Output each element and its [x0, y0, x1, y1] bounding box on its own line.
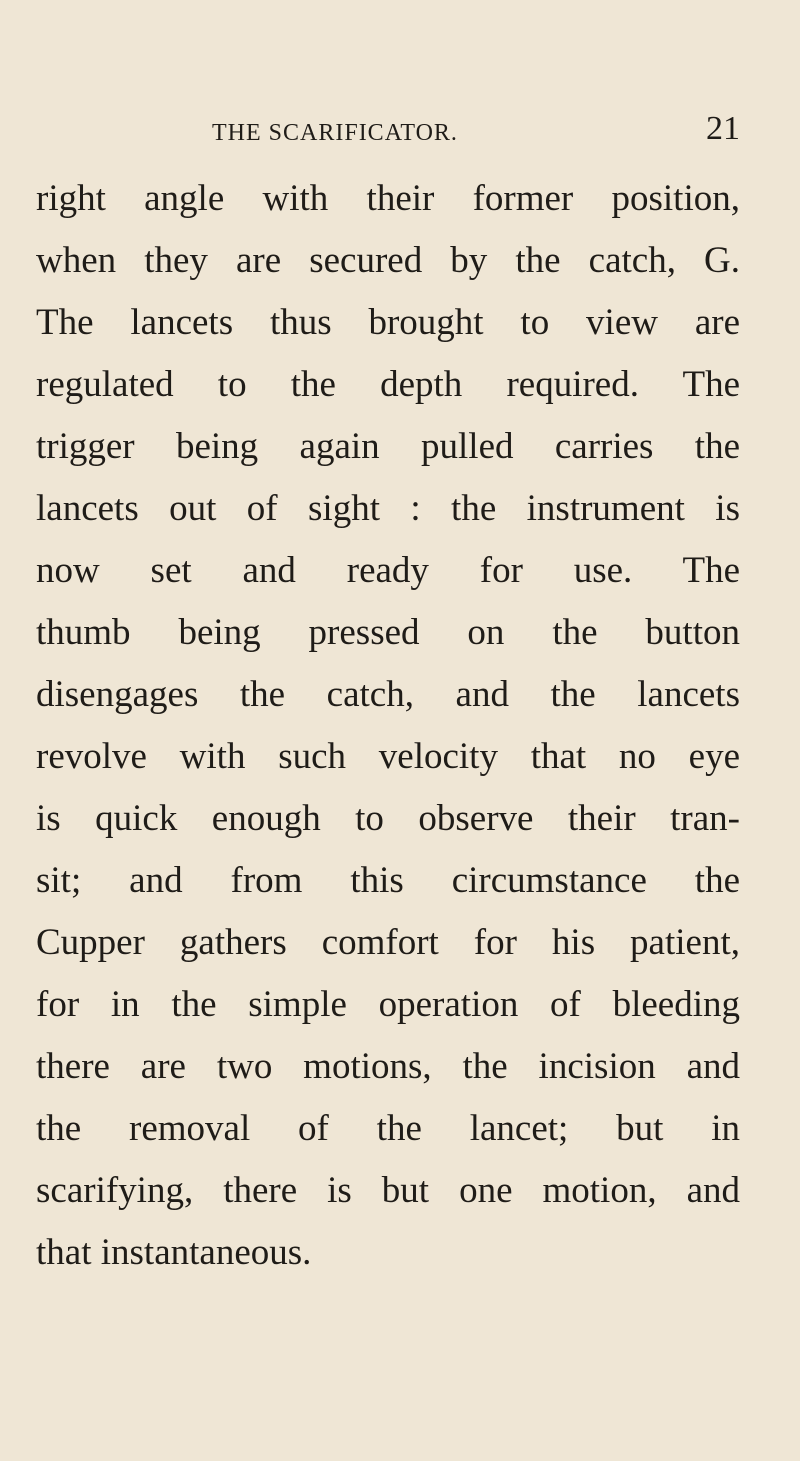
text-line: when they are secured by the catch, G. [36, 240, 740, 281]
text-line: lancets out of sight : the instrument is [36, 488, 740, 529]
text-line: there are two motions, the incision and [36, 1046, 740, 1087]
text-line: regulated to the depth required. The [36, 364, 740, 405]
text-line: scarifying, there is but one motion, and [36, 1170, 740, 1211]
running-title: THE SCARIFICATOR. [212, 120, 458, 146]
text-line: that instantaneous. [36, 1232, 312, 1273]
text-line: for in the simple operation of bleeding [36, 984, 740, 1025]
text-line: The lancets thus brought to view are [36, 302, 740, 343]
text-line: now set and ready for use. The [36, 550, 740, 591]
page-number: 21 [706, 110, 740, 147]
text-line: sit; and from this circumstance the [36, 860, 740, 901]
text-line: revolve with such velocity that no eye [36, 736, 740, 777]
text-line: the removal of the lancet; but in [36, 1108, 740, 1149]
text-line: trigger being again pulled carries the [36, 426, 740, 467]
text-line: Cupper gathers comfort for his patient, [36, 922, 740, 963]
text-line: disengages the catch, and the lancets [36, 674, 740, 715]
text-line: right angle with their former position, [36, 178, 740, 219]
running-head [36, 110, 740, 154]
text-line: is quick enough to observe their tran- [36, 798, 740, 839]
text-line: thumb being pressed on the button [36, 612, 740, 653]
body-text [36, 168, 740, 1284]
